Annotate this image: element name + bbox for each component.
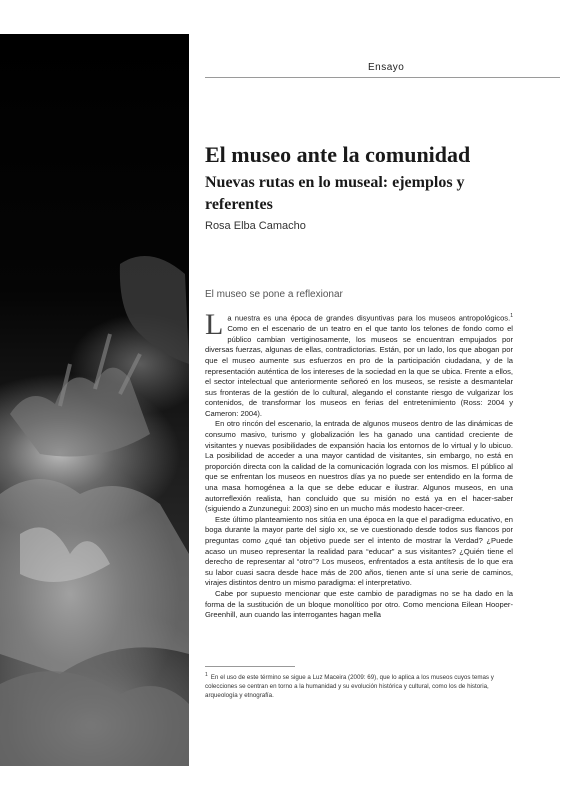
section-label: Ensayo — [368, 62, 405, 73]
article-subtitle: Nuevas rutas en lo museal: ejemplos y referentes — [205, 174, 465, 213]
article-title: El museo ante la comunidad — [205, 142, 471, 167]
footnote-marker: 1 — [510, 313, 513, 319]
footnote-text: En el uso de este término se sigue a Luz Maceira (2009: 69), que lo aplica a los museos cuyos temas y colecciones se centran en torno a la humanidad y su evolución histórica y cultural, como los de historia, arqueología y etnografía. — [205, 674, 494, 700]
section-heading: El museo se pone a reflexionar — [205, 289, 343, 300]
article-body — [205, 308, 513, 621]
article-author: Rosa Elba Camacho — [205, 220, 306, 232]
footnote-divider — [205, 666, 295, 667]
paragraph-1 — [205, 308, 513, 419]
paragraph-3: Este último planteamiento nos sitúa en una época en la que el paradigma educativo, en boga durante la mayor parte del siglo xx, se ve cuestionado desde todos sus flancos por preguntas como ¿qué tan objetivo puede ser el intento de mostrar la Verdad? ¿Puede acaso un museo representar la realidad para “educar” a sus visitantes? ¿Quién tiene el derecho de representar al “otro”? Los museos, enfrentados a esta antítesis de lo que era su labor cuasi sacra desde hace más de 200 años, tienen ante sí una serie de caminos, virajes distintos dentro un mismo paradigma: el interpretativo. — [205, 514, 513, 588]
footnote — [205, 671, 513, 700]
header-divider — [205, 77, 560, 78]
paragraph-1-text: a nuestra es una época de grandes disyuntivas para los museos antropológicos. — [227, 313, 511, 323]
dropcap: L — [205, 308, 224, 341]
cover-photo — [0, 34, 189, 766]
footnote-number: 1 — [205, 672, 208, 678]
paragraph-2: En otro rincón del escenario, la entrada de algunos museos dentro de las dinámicas de consumo masivo, turismo y globalización les ha ganado una cantidad creciente de visitantes y nuevas posibilidades de expansión hacia los entornos de lo virtual y lo ubicuo. La posibilidad de acceder a una mayor cantidad de visitantes, sin embargo, no está en proporción directa con la calidad de la comunicación lograda con los mismos. El público al que se enfrentan los museos en nuestros días ya no puede ser entendido en la forma de una masa homogénea a la que se debe educar e ilustrar. Algunos museos, en una autorreflexión realista, han concluido que su misión no está ya en el hacer-saber (siguiendo a Zunzunegui: 2003) sino en un mucho más modesto hacer-creer. — [205, 419, 513, 514]
paragraph-4: Cabe por supuesto mencionar que este cambio de paradigmas no se ha dado en la forma de la sustitución de un bloque monolítico por otro. Como menciona Eilean Hooper-Greenhill, aun cuando las interrogantes hagan mella — [205, 588, 513, 620]
paragraph-1-rest: Como en el escenario de un teatro en el que tanto los telones de fondo como el público cambian vertiginosamente, los museos se encuentran empujados por diversas fuerzas, algunas de ellas, contradictorias. Están, por un lado, los que abogan por que el museo aumente sus esfuerzos en pro de la participación ciudadana, y de la representación auténtica de los intereses de la sociedad en la que se ubica. Frente a ellos, el sector intelectual que anteriormente señoreó en los museos, se resiste a desmantelar sus fronteras de la gestión de lo cultural, alegando el constante riesgo de vulgarizar los contenidos, de transformar los museos en ferias del entretenimiento (Ross: 2004 y Cameron: 2004). — [205, 324, 513, 418]
sculpture-illustration — [0, 34, 189, 766]
